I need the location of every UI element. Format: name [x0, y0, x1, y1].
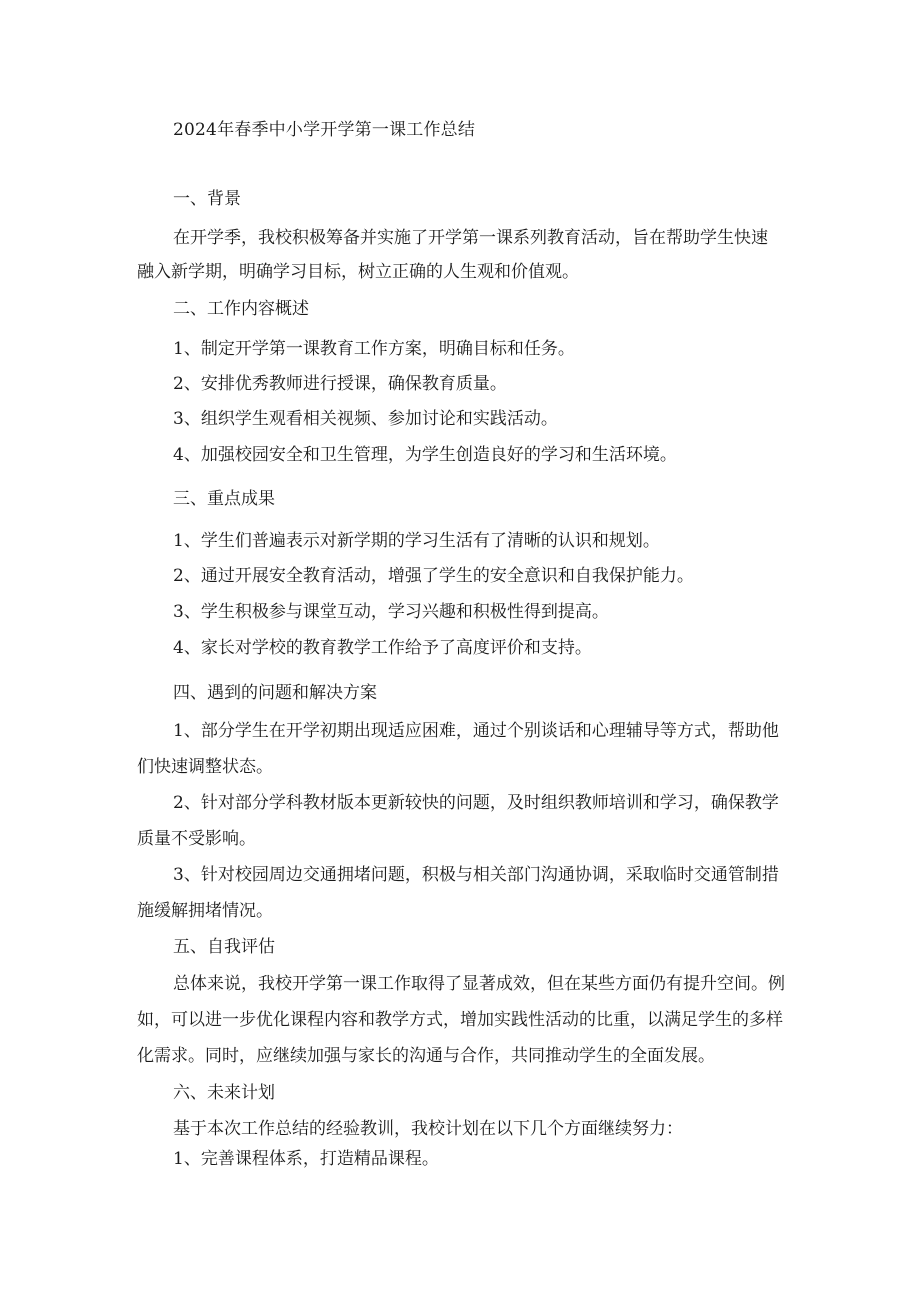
- section-heading-problems: 四、遇到的问题和解决方案: [173, 683, 377, 703]
- work-item-3: 3、组织学生观看相关视频、参加讨论和实践活动。: [173, 409, 558, 429]
- assessment-line-3: 化需求。同时，应继续加强与家长的沟通与合作，共同推动学生的全面发展。: [137, 1046, 715, 1066]
- section-heading-key-results: 三、重点成果: [173, 489, 275, 509]
- assessment-line-2: 如，可以进一步优化课程内容和教学方式，增加实践性活动的比重，以满足学生的多样: [137, 1010, 783, 1030]
- assessment-line-1: 总体来说，我校开学第一课工作取得了显著成效，但在某些方面仍有提升空间。例: [173, 974, 785, 994]
- result-item-1: 1、学生们普遍表示对新学期的学习生活有了清晰的认识和规划。: [173, 531, 660, 551]
- problem-item-3-line-1: 3、针对校园周边交通拥堵问题，积极与相关部门沟通协调，采取临时交通管制措: [173, 865, 779, 885]
- background-paragraph-line-1: 在开学季，我校积极筹备并实施了开学第一课系列教育活动，旨在帮助学生快速: [173, 228, 768, 248]
- result-item-3: 3、学生积极参与课堂互动，学习兴趣和积极性得到提高。: [173, 602, 609, 622]
- work-item-4: 4、加强校园安全和卫生管理，为学生创造良好的学习和生活环境。: [173, 445, 677, 465]
- plan-item-1: 1、完善课程体系，打造精品课程。: [173, 1149, 439, 1169]
- problem-item-1-line-1: 1、部分学生在开学初期出现适应困难，通过个别谈话和心理辅导等方式，帮助他: [173, 721, 779, 741]
- section-heading-self-assessment: 五、自我评估: [173, 937, 275, 957]
- problem-item-2-line-1: 2、针对部分学科教材版本更新较快的问题，及时组织教师培训和学习，确保教学: [173, 793, 779, 813]
- future-plans-intro: 基于本次工作总结的经验教训，我校计划在以下几个方面继续努力：: [173, 1119, 683, 1139]
- section-heading-future-plans: 六、未来计划: [173, 1083, 275, 1103]
- work-item-1: 1、制定开学第一课教育工作方案，明确目标和任务。: [173, 339, 575, 359]
- problem-item-1-line-2: 们快速调整状态。: [137, 757, 273, 777]
- result-item-4: 4、家长对学校的教育教学工作给予了高度评价和支持。: [173, 638, 592, 658]
- work-item-2: 2、安排优秀教师进行授课，确保教育质量。: [173, 374, 507, 394]
- section-heading-work-overview: 二、工作内容概述: [173, 299, 309, 319]
- problem-item-2-line-2: 质量不受影响。: [137, 829, 256, 849]
- problem-item-3-line-2: 施缓解拥堵情况。: [137, 901, 273, 921]
- background-paragraph-line-2: 融入新学期，明确学习目标，树立正确的人生观和价值观。: [137, 262, 579, 282]
- section-heading-background: 一、背景: [173, 189, 241, 209]
- result-item-2: 2、通过开展安全教育活动，增强了学生的安全意识和自我保护能力。: [173, 566, 694, 586]
- document-title: 2024年春季中小学开学第一课工作总结: [173, 120, 476, 140]
